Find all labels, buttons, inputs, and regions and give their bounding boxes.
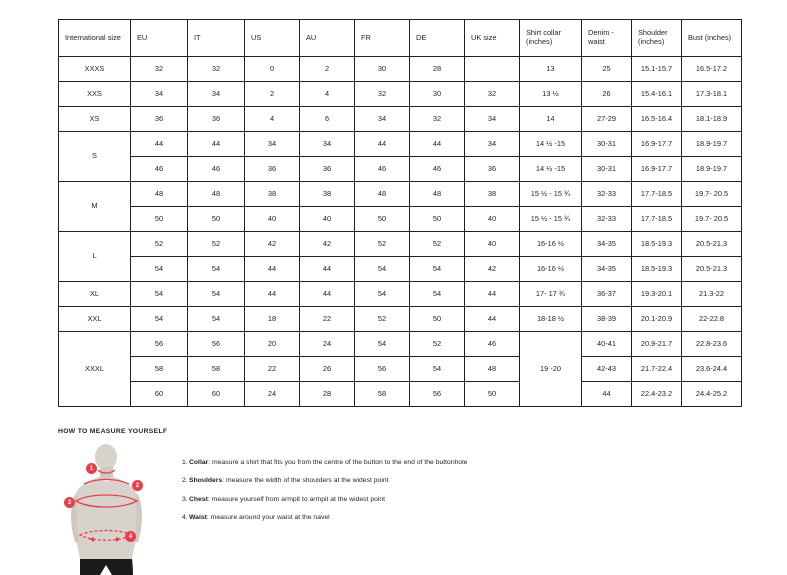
- measure-instruction-4: [182, 514, 467, 522]
- column-header-uk-size: UK size: [465, 20, 520, 57]
- cell-bust: 18.9-19.7: [682, 132, 742, 157]
- cell-denim: 32-33: [582, 182, 632, 207]
- cell-uk: 40: [465, 207, 520, 232]
- table-row: [59, 257, 742, 282]
- cell-uk: 34: [465, 132, 520, 157]
- cell-denim: 32-33: [582, 207, 632, 232]
- cell-international-size: M: [59, 182, 131, 232]
- cell-denim: 27-29: [582, 107, 632, 132]
- cell-de: 54: [410, 357, 465, 382]
- cell-fr: 54: [355, 257, 410, 282]
- cell-denim: 38-39: [582, 307, 632, 332]
- instruction-term: Chest: [189, 495, 208, 503]
- cell-de: 56: [410, 382, 465, 407]
- measure-instruction-3: [182, 496, 467, 504]
- cell-au: 4: [300, 82, 355, 107]
- cell-fr: 32: [355, 82, 410, 107]
- cell-au: 40: [300, 207, 355, 232]
- cell-fr: 34: [355, 107, 410, 132]
- cell-au: 2: [300, 57, 355, 82]
- cell-shoulder: 15.4-16.1: [632, 82, 682, 107]
- cell-eu: 56: [131, 332, 188, 357]
- cell-it: 36: [188, 107, 245, 132]
- cell-it: 50: [188, 207, 245, 232]
- cell-collar: 14 ½ -15: [520, 157, 582, 182]
- cell-international-size: S: [59, 132, 131, 182]
- table-row: [59, 282, 742, 307]
- column-header-us: US: [245, 20, 300, 57]
- cell-shoulder: 17.7-18.5: [632, 207, 682, 232]
- cell-shoulder: 16.5-16.4: [632, 107, 682, 132]
- cell-denim: 44: [582, 382, 632, 407]
- instruction-number: 2.: [182, 477, 188, 485]
- table-row: [59, 182, 742, 207]
- cell-fr: 54: [355, 282, 410, 307]
- table-row: [59, 157, 742, 182]
- figure-badge-4: 4: [125, 531, 136, 542]
- cell-de: 46: [410, 157, 465, 182]
- cell-us: 34: [245, 132, 300, 157]
- cell-fr: 50: [355, 207, 410, 232]
- column-header-bust: Bust (inches): [682, 20, 742, 57]
- cell-de: 32: [410, 107, 465, 132]
- how-to-measure-title: HOW TO MEASURE YOURSELF: [58, 428, 168, 435]
- cell-it: 54: [188, 307, 245, 332]
- size-table-head: [59, 20, 742, 57]
- cell-it: 52: [188, 232, 245, 257]
- instruction-number: 3.: [182, 495, 188, 503]
- figure-badge-2: 2: [132, 480, 143, 491]
- cell-de: 50: [410, 307, 465, 332]
- column-header-eu: EU: [131, 20, 188, 57]
- cell-eu: 34: [131, 82, 188, 107]
- how-to-measure-section: [58, 428, 738, 573]
- cell-bust: 19.7- 20.5: [682, 207, 742, 232]
- cell-denim: 36-37: [582, 282, 632, 307]
- instruction-text: : measure the width of the shoulders at the widest point: [222, 477, 389, 485]
- instruction-text: : measure around your waist at the navel: [206, 514, 330, 522]
- cell-collar: 16-16 ½: [520, 232, 582, 257]
- cell-eu: 58: [131, 357, 188, 382]
- cell-au: 36: [300, 157, 355, 182]
- cell-au: 42: [300, 232, 355, 257]
- cell-bust: 17.3-18.1: [682, 82, 742, 107]
- cell-eu: 36: [131, 107, 188, 132]
- cell-uk: 34: [465, 107, 520, 132]
- cell-bust: 21.3-22: [682, 282, 742, 307]
- cell-bust: 24.4-25.2: [682, 382, 742, 407]
- cell-fr: 30: [355, 57, 410, 82]
- cell-collar: 13 ½: [520, 82, 582, 107]
- column-header-de: DE: [410, 20, 465, 57]
- cell-us: 38: [245, 182, 300, 207]
- figure-badge-3: 3: [64, 497, 75, 508]
- cell-bust: 18.1-18.9: [682, 107, 742, 132]
- cell-us: 44: [245, 257, 300, 282]
- size-table-body: [59, 57, 742, 407]
- column-header-fr: FR: [355, 20, 410, 57]
- cell-us: 24: [245, 382, 300, 407]
- cell-us: 2: [245, 82, 300, 107]
- cell-us: 20: [245, 332, 300, 357]
- cell-uk: 46: [465, 332, 520, 357]
- cell-bust: 18.9-19.7: [682, 157, 742, 182]
- cell-international-size: XXL: [59, 307, 131, 332]
- cell-uk: 42: [465, 257, 520, 282]
- cell-de: 52: [410, 232, 465, 257]
- column-header-shoulder: Shoulder (inches): [632, 20, 682, 57]
- cell-shoulder: 16.9-17.7: [632, 157, 682, 182]
- cell-eu: 46: [131, 157, 188, 182]
- cell-fr: 58: [355, 382, 410, 407]
- cell-bust: 19.7- 20.5: [682, 182, 742, 207]
- cell-us: 36: [245, 157, 300, 182]
- cell-us: 40: [245, 207, 300, 232]
- cell-us: 22: [245, 357, 300, 382]
- instruction-term: Collar: [189, 459, 209, 466]
- table-row: [59, 232, 742, 257]
- cell-collar: 19 -20: [520, 332, 582, 407]
- cell-fr: 52: [355, 307, 410, 332]
- cell-uk: [465, 57, 520, 82]
- cell-collar: 15 ½ - 15 ¾: [520, 207, 582, 232]
- cell-international-size: L: [59, 232, 131, 282]
- cell-uk: 40: [465, 232, 520, 257]
- cell-eu: 60: [131, 382, 188, 407]
- cell-au: 34: [300, 132, 355, 157]
- cell-collar: 18-18 ½: [520, 307, 582, 332]
- cell-it: 54: [188, 282, 245, 307]
- cell-fr: 52: [355, 232, 410, 257]
- cell-collar: 15 ½ - 15 ¾: [520, 182, 582, 207]
- cell-uk: 38: [465, 182, 520, 207]
- cell-au: 44: [300, 257, 355, 282]
- measure-instruction-2: [182, 477, 467, 485]
- cell-it: 44: [188, 132, 245, 157]
- table-row: [59, 57, 742, 82]
- size-table-container: [58, 19, 731, 407]
- cell-it: 60: [188, 382, 245, 407]
- cell-de: 50: [410, 207, 465, 232]
- cell-de: 44: [410, 132, 465, 157]
- cell-it: 32: [188, 57, 245, 82]
- how-to-measure-body: [58, 443, 738, 573]
- table-row: [59, 82, 742, 107]
- cell-de: 48: [410, 182, 465, 207]
- table-header-row: [59, 20, 742, 57]
- cell-it: 46: [188, 157, 245, 182]
- cell-fr: 56: [355, 357, 410, 382]
- table-row: [59, 207, 742, 232]
- column-header-shirt-collar: Shirt collar (inches): [520, 20, 582, 57]
- cell-it: 48: [188, 182, 245, 207]
- cell-au: 22: [300, 307, 355, 332]
- measurement-figure: [58, 443, 168, 573]
- cell-shoulder: 22.4-23.2: [632, 382, 682, 407]
- cell-denim: 34-35: [582, 232, 632, 257]
- measure-instruction-1: [182, 459, 467, 467]
- cell-de: 54: [410, 257, 465, 282]
- size-table: [58, 19, 742, 407]
- figure-badge-1: 1: [86, 463, 97, 474]
- cell-it: 58: [188, 357, 245, 382]
- cell-bust: 22-22.8: [682, 307, 742, 332]
- cell-denim: 25: [582, 57, 632, 82]
- cell-shoulder: 20.9-21.7: [632, 332, 682, 357]
- table-row: [59, 132, 742, 157]
- cell-us: 44: [245, 282, 300, 307]
- cell-shoulder: 19.3-20.1: [632, 282, 682, 307]
- cell-it: 54: [188, 257, 245, 282]
- cell-shoulder: 16.9-17.7: [632, 132, 682, 157]
- instruction-text: : measure a shirt that fits you from the centre of the button to the end of the buttonhole: [208, 459, 468, 466]
- cell-au: 24: [300, 332, 355, 357]
- cell-bust: 22.8-23.6: [682, 332, 742, 357]
- cell-eu: 50: [131, 207, 188, 232]
- cell-uk: 44: [465, 282, 520, 307]
- cell-de: 52: [410, 332, 465, 357]
- cell-au: 38: [300, 182, 355, 207]
- cell-international-size: XXXS: [59, 57, 131, 82]
- cell-collar: 16-16 ½: [520, 257, 582, 282]
- cell-denim: 34-35: [582, 257, 632, 282]
- cell-bust: 23.6-24.4: [682, 357, 742, 382]
- cell-denim: 30-31: [582, 157, 632, 182]
- cell-eu: 52: [131, 232, 188, 257]
- cell-shoulder: 15.1-15.7: [632, 57, 682, 82]
- column-header-denim-waist: Denim - waist: [582, 20, 632, 57]
- instruction-number: 4.: [182, 514, 188, 522]
- cell-fr: 48: [355, 182, 410, 207]
- cell-au: 6: [300, 107, 355, 132]
- cell-bust: 20.5-21.3: [682, 232, 742, 257]
- table-row: [59, 307, 742, 332]
- instruction-term: Waist: [189, 514, 207, 522]
- cell-us: 18: [245, 307, 300, 332]
- cell-au: 28: [300, 382, 355, 407]
- cell-collar: 14: [520, 107, 582, 132]
- cell-au: 44: [300, 282, 355, 307]
- cell-eu: 44: [131, 132, 188, 157]
- cell-collar: 17- 17 ¾: [520, 282, 582, 307]
- cell-de: 30: [410, 82, 465, 107]
- cell-international-size: XS: [59, 107, 131, 132]
- cell-uk: 32: [465, 82, 520, 107]
- table-row: [59, 357, 742, 382]
- cell-uk: 48: [465, 357, 520, 382]
- instruction-number: 1.: [182, 459, 188, 466]
- cell-shoulder: 20.1-20.9: [632, 307, 682, 332]
- cell-fr: 46: [355, 157, 410, 182]
- cell-eu: 54: [131, 257, 188, 282]
- cell-international-size: XXXL: [59, 332, 131, 407]
- cell-shoulder: 21.7-22.4: [632, 357, 682, 382]
- table-row: [59, 382, 742, 407]
- cell-bust: 20.5-21.3: [682, 257, 742, 282]
- cell-shoulder: 17.7-18.5: [632, 182, 682, 207]
- measure-instructions-list: [182, 443, 467, 533]
- column-header-it: IT: [188, 20, 245, 57]
- cell-us: 42: [245, 232, 300, 257]
- cell-it: 34: [188, 82, 245, 107]
- cell-fr: 44: [355, 132, 410, 157]
- cell-denim: 40-41: [582, 332, 632, 357]
- cell-fr: 54: [355, 332, 410, 357]
- cell-international-size: XL: [59, 282, 131, 307]
- cell-eu: 54: [131, 307, 188, 332]
- cell-shoulder: 18.5-19.3: [632, 232, 682, 257]
- cell-it: 56: [188, 332, 245, 357]
- cell-international-size: XXS: [59, 82, 131, 107]
- cell-de: 54: [410, 282, 465, 307]
- column-header-au: AU: [300, 20, 355, 57]
- torso-illustration-icon: [58, 443, 168, 575]
- cell-collar: 14 ½ -15: [520, 132, 582, 157]
- instruction-term: Shoulders: [189, 477, 223, 485]
- cell-uk: 50: [465, 382, 520, 407]
- cell-eu: 54: [131, 282, 188, 307]
- cell-shoulder: 18.5-19.3: [632, 257, 682, 282]
- cell-us: 0: [245, 57, 300, 82]
- cell-denim: 30-31: [582, 132, 632, 157]
- cell-us: 4: [245, 107, 300, 132]
- table-row: [59, 332, 742, 357]
- cell-denim: 42-43: [582, 357, 632, 382]
- column-header-international-size: International size: [59, 20, 131, 57]
- cell-eu: 48: [131, 182, 188, 207]
- cell-collar: 13: [520, 57, 582, 82]
- cell-denim: 26: [582, 82, 632, 107]
- table-row: [59, 107, 742, 132]
- cell-uk: 44: [465, 307, 520, 332]
- cell-uk: 36: [465, 157, 520, 182]
- cell-de: 28: [410, 57, 465, 82]
- cell-au: 26: [300, 357, 355, 382]
- cell-eu: 32: [131, 57, 188, 82]
- instruction-text: : measure yourself from armpit to armpit at the widest point: [207, 495, 386, 503]
- cell-bust: 16.5-17.2: [682, 57, 742, 82]
